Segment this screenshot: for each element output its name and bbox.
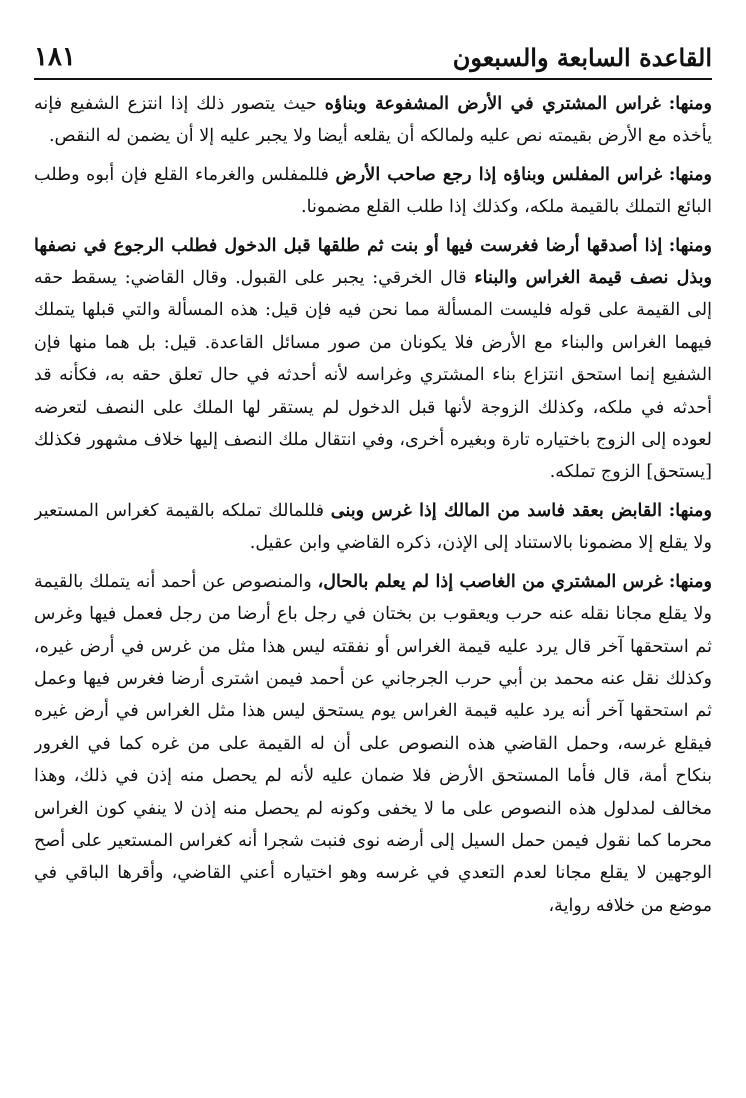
- paragraph-text: والمنصوص عن أحمد أنه يتملك بالقيمة ولا يقلع مجانا نقله عنه حرب ويعقوب بن بختان في رجل باع أرضا من رجل فعمل فيها وغرس ثم استحقها آخر قال يرد عليه قيمة الغراس أو نفقته ليس هذا مثل من غرس في أرض غيره، وكذلك نقل عنه محمد بن أبي حرب الجرجاني عن أحمد فيمن اشترى أرضا فغرس فيها وعمل ثم استحقها آخر أنه يرد عليه قيمة الغراس يوم يستحق ليس هذا مثل الغراس في أرض غيره فيقلع غرسه، وحمل القاضي هذه النصوص على أن له القيمة على من غره كما في الغرور بنكاح أمة، قال فأما المستحق الأرض فلا ضمان عليه لأنه لم يحصل منه إذن في ذلك، وهذا مخالف لمدلول هذه النصوص على ما لا يخفى وكونه لم يحصل منه إذن لا ينفي كون الغراس محرما كما نقول فيمن حمل السيل إلى أرضه نوى فنبت شجرا أنه كغراس المستعير على أصح الوجهين لا يقلع مجانا لعدم التعدي في غرسه وهو اختياره أعني القاضي، وأقرها الباقي في موضع من خلافه رواية،: [34, 571, 712, 916]
- paragraph-lead: ومنها:: [668, 234, 712, 256]
- paragraph: [34, 230, 712, 489]
- running-title: القاعدة السابعة والسبعون: [452, 43, 712, 72]
- paragraph-text: قال الخرقي: يجبر على القبول. وقال القاضي: يسقط حقه إلى القيمة على قوله فليست المسألة مما نحن فيه فإن قيل: هذه المسألة والتي قبلها يتملك فيهما الغراس والبناء مع الأرض فلا يكونان من صور مسائل القاعدة. قيل: بل هما منها فإن الشفيع إنما استحق انتزاع بناء المشتري وغراسه لأنه أحدثه في حال تعلق حقه به، فكأنه قد أحدثه في ملكه، وكذلك الزوجة لأنها قبل الدخول لم يستقر لها الملك على النصف لتعرضه لعوده إلى الزوج باختياره تارة وبغيره أخرى، وفي انتقال ملك النصف إليها خلاف مشهور فكذلك [يستحق] الزوج تملكه.: [34, 268, 712, 483]
- page-body: [34, 88, 712, 1084]
- paragraph-heading: القابض بعقد فاسد من المالك إذا غرس وبنى: [330, 499, 663, 521]
- paragraph-text: فللمالك تملكه بالقيمة كغراس المستعير ولا يقلع إلا مضمونا بالاستناد إلى الإذن، ذكره القاضي وابن عقيل.: [34, 500, 712, 554]
- page-number: ١٨١: [34, 42, 76, 72]
- paragraph-heading: غرس المشتري من الغاصب إذا لم يعلم بالحال،: [317, 570, 663, 592]
- paragraph-lead: ومنها:: [668, 93, 712, 114]
- paragraph-heading: إذا أصدقها أرضا فغرست فيها أو بنت ثم طلقها قبل الدخول فطلب الرجوع في نصفها وبذل نصف قيمة الغراس والبناء: [34, 234, 712, 289]
- paragraph: [34, 88, 712, 153]
- paragraph-lead: ومنها:: [668, 163, 712, 185]
- paragraph: [34, 159, 712, 224]
- paragraph-heading: غراس المشتري في الأرض المشفوعة وبناؤه: [324, 93, 661, 114]
- paragraph-heading: غراس المفلس وبناؤه إذا رجع صاحب الأرض: [335, 163, 663, 185]
- paragraph-text: حيث يتصور ذلك إذا انتزع الشفيع فإنه يأخذه مع الأرض بقيمته نص عليه ولمالكه أن يقلعه أيضا ولا يجبر عليه إلا أن يضمن له النقص.: [34, 94, 712, 147]
- paragraph-lead: ومنها:: [668, 570, 712, 592]
- paragraph: [34, 495, 712, 560]
- header-divider: [34, 78, 712, 80]
- paragraph-text: فللمفلس والغرماء القلع فإن أبوه وطلب البائع التملك بالقيمة ملكه، وكذلك إذا طلب القلع مضمونا.: [34, 164, 712, 218]
- page-header: [34, 28, 712, 76]
- paragraph: [34, 566, 712, 922]
- paragraph-lead: ومنها:: [668, 499, 712, 521]
